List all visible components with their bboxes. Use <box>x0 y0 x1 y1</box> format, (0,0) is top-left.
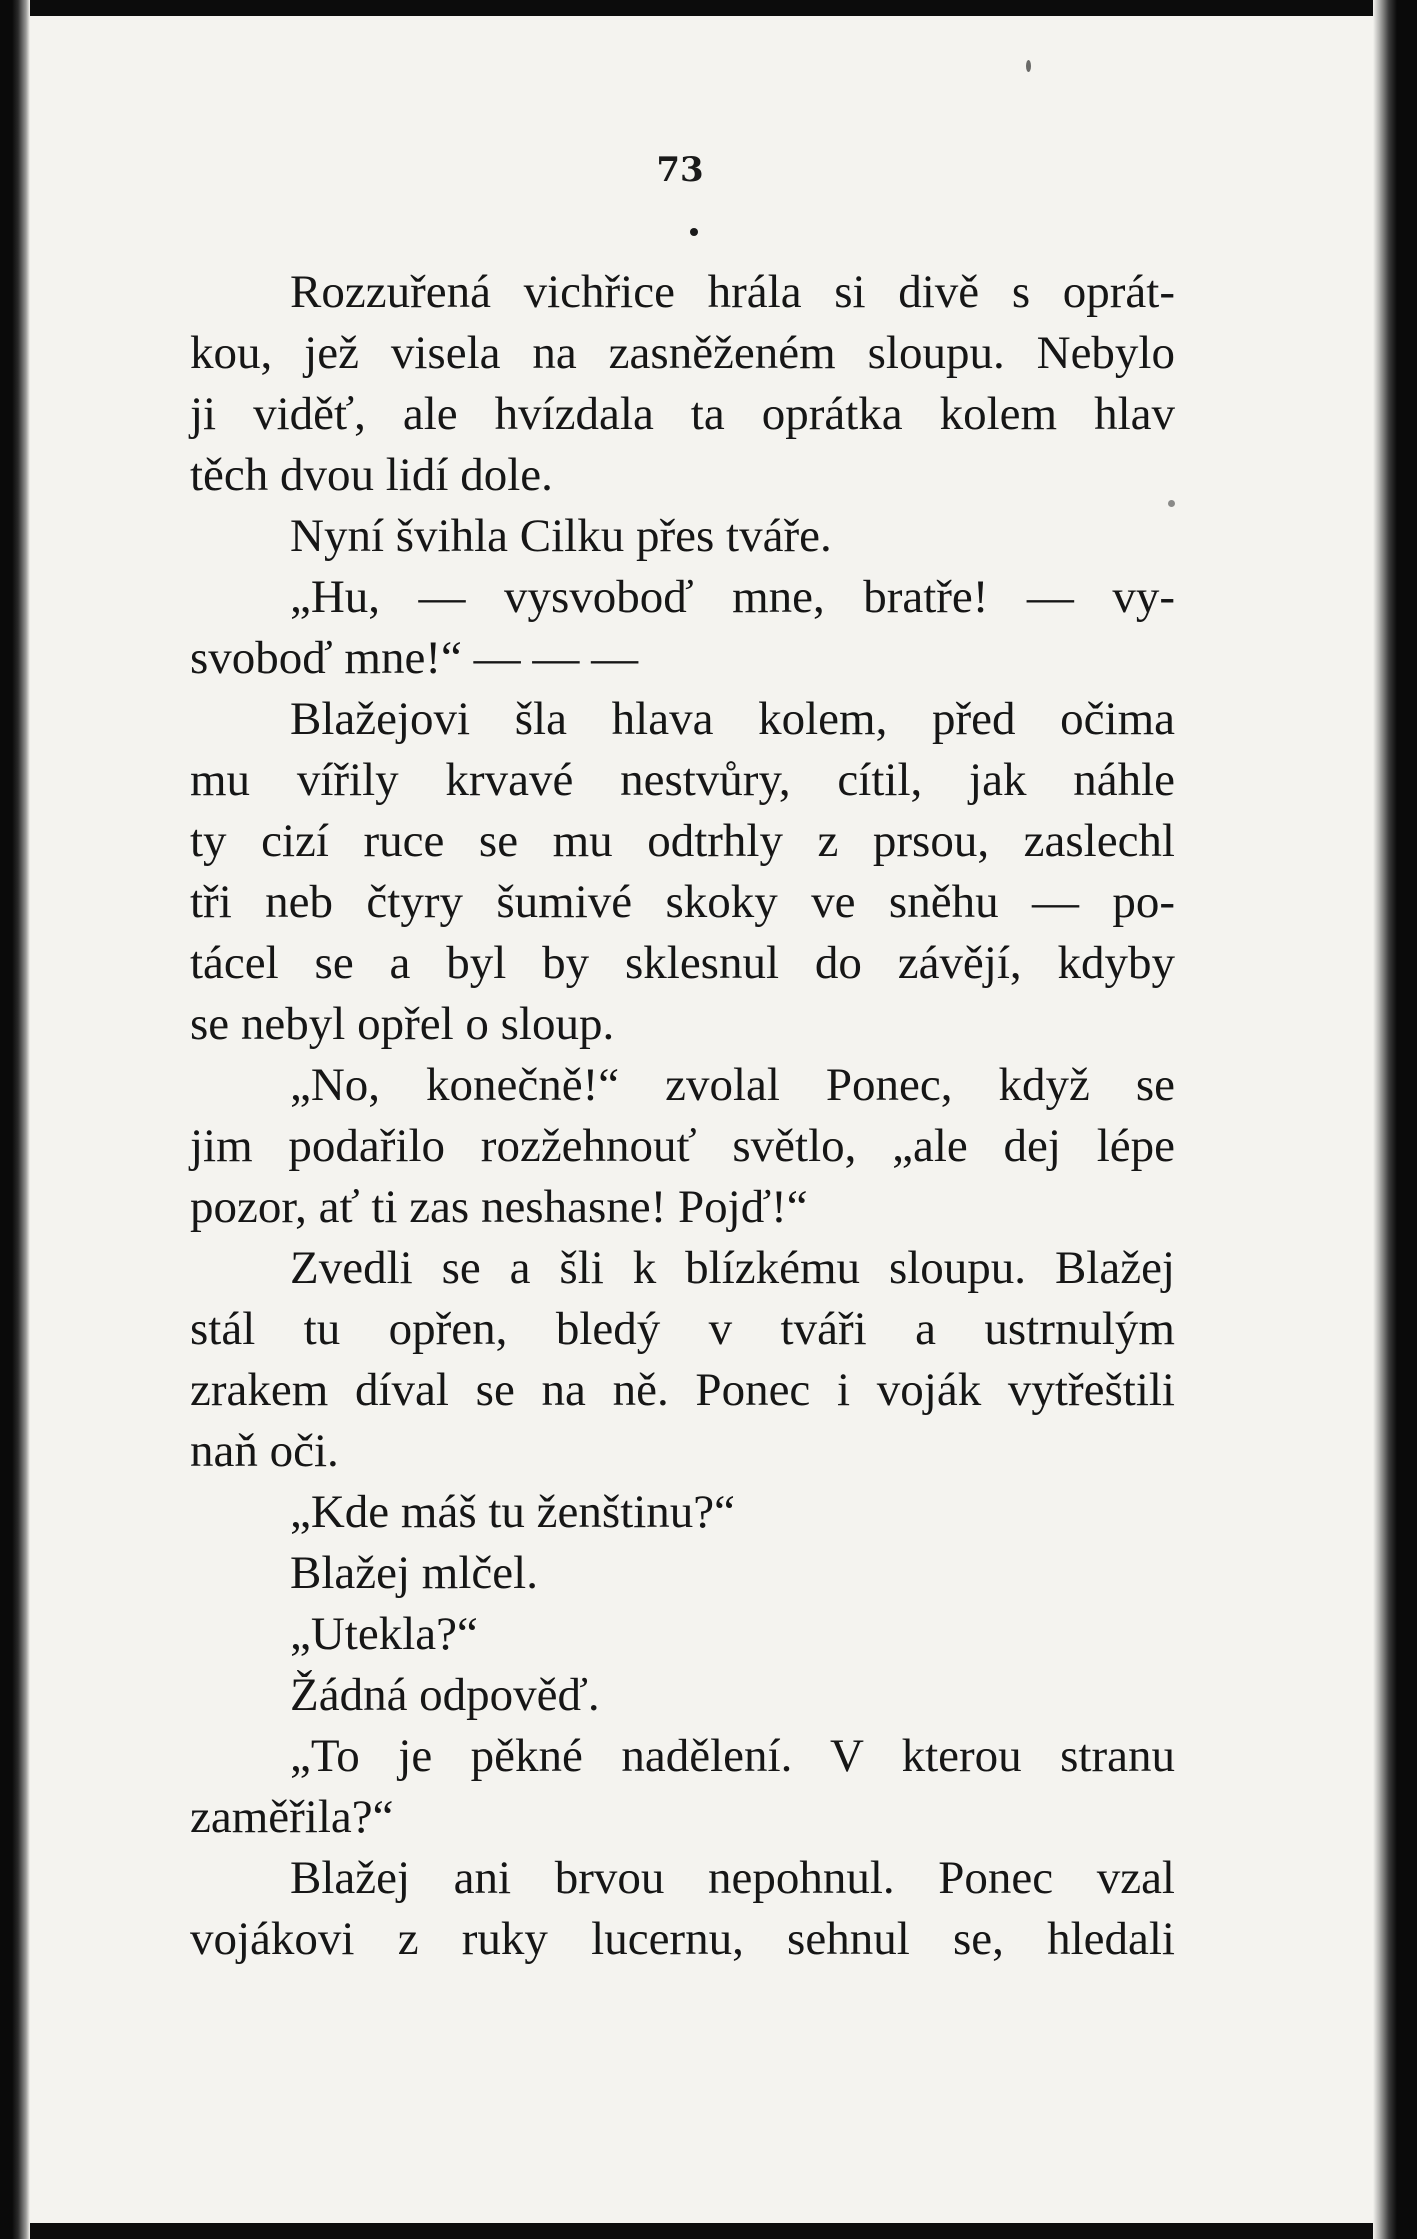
text-line: stál tu opřen, bledý v tváři a ustrnulým <box>190 1303 1175 1355</box>
scan-border-left <box>0 0 30 2239</box>
text-line: tři neb čtyry šumivé skoky ve sněhu — po- <box>190 876 1175 928</box>
text-line: těch dvou lidí dole. <box>190 449 553 501</box>
scan-border-bottom <box>0 2223 1417 2239</box>
text-line: „Utekla?“ <box>290 1608 478 1660</box>
text-line: Nyní švihla Cilku přes tváře. <box>290 510 832 562</box>
scan-border-top <box>0 0 1417 16</box>
text-line: se nebyl opřel o sloup. <box>190 998 615 1050</box>
text-line: ty cizí ruce se mu odtrhly z prsou, zaslechl <box>190 815 1175 867</box>
text-line: mu vířily krvavé nestvůry, cítil, jak náhle <box>190 754 1175 806</box>
text-line: jim podařilo rozžehnouť světlo, „ale dej lépe <box>190 1120 1175 1172</box>
text-line: Blažej mlčel. <box>290 1547 538 1599</box>
text-line: „Kde máš tu ženštinu?“ <box>290 1486 736 1538</box>
text-line: kou, jež visela na zasněženém sloupu. Nebylo <box>190 327 1175 379</box>
text-line: Žádná odpověď. <box>290 1669 600 1721</box>
text-line: Blažej ani brvou nepohnul. Ponec vzal <box>290 1852 1175 1904</box>
text-line: tácel se a byl by sklesnul do závějí, kdyby <box>190 937 1175 989</box>
text-line: „No, konečně!“ zvolal Ponec, když se <box>290 1059 1175 1111</box>
text-line: naň oči. <box>190 1425 339 1477</box>
body-text <box>190 262 1175 1970</box>
text-line: Zvedli se a šli k blízkému sloupu. Blažej <box>290 1242 1175 1294</box>
text-line: pozor, ať ti zas neshasne! Pojď!“ <box>190 1181 808 1233</box>
text-line: ji viděť, ale hvízdala ta oprátka kolem hlav <box>190 388 1175 440</box>
text-line: zaměřila?“ <box>190 1791 394 1843</box>
text-line: „To je pěkné nadělení. V kterou stranu <box>290 1730 1175 1782</box>
scan-border-right <box>1373 0 1417 2239</box>
page-number: 73 <box>656 150 704 190</box>
text-line: „Hu, — vysvoboď mne, bratře! — vy- <box>290 571 1175 623</box>
text-line: svoboď mne!“ — — — <box>190 632 639 684</box>
ink-speck <box>1026 60 1031 72</box>
text-line: Blažejovi šla hlava kolem, před očima <box>290 693 1175 745</box>
text-line: Rozzuřená vichřice hrála si divě s oprát- <box>290 266 1175 318</box>
text-line: vojákovi z ruky lucernu, sehnul se, hledali <box>190 1913 1175 1965</box>
text-line: zrakem díval se na ně. Ponec i voják vytřeštili <box>190 1364 1175 1416</box>
ink-speck <box>690 228 698 236</box>
